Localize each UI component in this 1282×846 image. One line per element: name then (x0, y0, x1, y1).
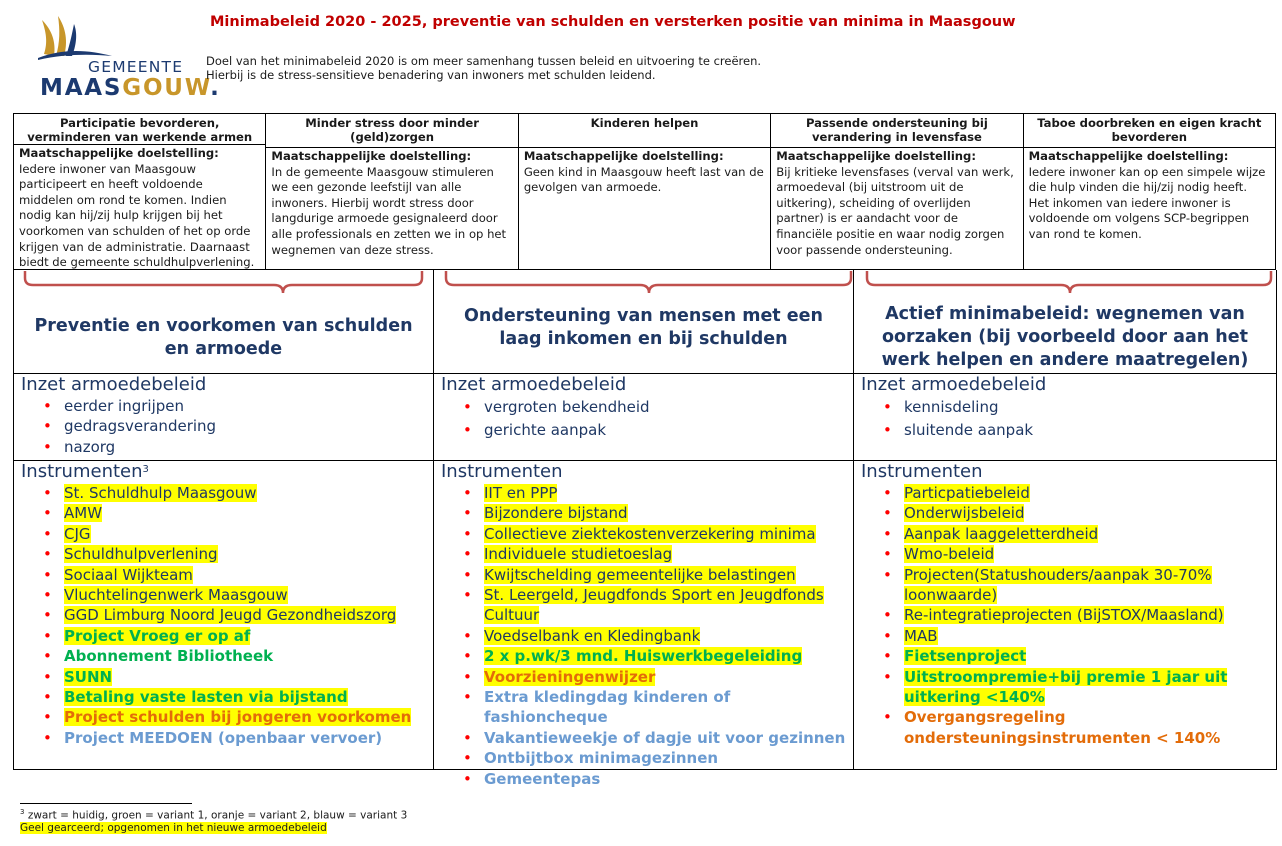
inzet-cell-1 (14, 374, 433, 457)
inzet-list (21, 396, 433, 457)
inzet-heading: Inzet armoedebeleid (21, 374, 207, 395)
instrumenten-list (21, 483, 433, 748)
instrument-item: • Re-integratieprojecten (BijSTOX/Maasland) (880, 605, 1276, 625)
goal-column-participatie (14, 114, 265, 269)
instrument-item: • Particpatiebeleid (880, 483, 1276, 503)
instrument-item: • Vakantieweekje of dagje uit voor gezinnen (460, 728, 853, 748)
logo-text-maasgouw: MAASGOUW. (40, 75, 221, 101)
instrumenten-list (441, 483, 853, 789)
goal-heading: Participatie bevorderen, verminderen van werkende armen (14, 114, 265, 145)
goal-body (519, 148, 770, 197)
goal-label: Maatschappelijke doelstelling: (19, 146, 219, 160)
instrumenten-heading: Instrumenten (441, 461, 563, 482)
instrument-item: • Kwijtschelding gemeentelijke belastingen (460, 565, 853, 585)
list-item: • vergroten bekendheid (460, 396, 853, 419)
intro-line-1: Doel van het minimabeleid 2020 is om meer samenhang tussen beleid en uitvoering te creëren. (206, 54, 762, 68)
goal-heading: Passende ondersteuning bij verandering in levensfase (771, 114, 1022, 148)
list-item: • sluitende aanpak (880, 419, 1276, 442)
instrument-item: • Project MEEDOEN (openbaar vervoer) (40, 728, 433, 748)
goal-text: Bij kritieke levensfases (verval van werk, armoedeval (bij uitstroom uit de uitkering), scheiding of overlijden partner) is er aandacht voor de financiële positie en waar nodig zorgen voor passende ondersteuning. (776, 164, 1014, 257)
inzet-heading: Inzet armoedebeleid (441, 374, 627, 395)
goal-text: In de gemeente Maasgouw stimuleren we een gezonde leefstijl van alle inwoners. Hierbij wordt stress door langdurige armoede gesignaleerd door alle professionals en zetten we in op het wegnemen van deze stress. (271, 164, 507, 257)
instrument-item: • 2 x p.wk/3 mnd. Huiswerkbegeleiding (460, 646, 853, 666)
instrument-item: • Aanpak laaggeletterdheid (880, 524, 1276, 544)
goal-text: Iedere inwoner van Maasgouw participeert en heeft voldoende middelen om rond te komen. Indien nodig kan hij/zij hulp krijgen bij het voorkomen van schulden of het op orde krijgen van de administratie. Daarnaast biedt de gemeente schuldhulpverlening. (19, 161, 255, 270)
instrument-item: • Fietsenproject (880, 646, 1276, 666)
pillar-actief-minimabeleid: Actief minimabeleid: wegnemen van oorzaken (bij voorbeeld door aan het werk helpen en andere maatregelen) (881, 304, 1249, 370)
goal-text: Geen kind in Maasgouw heeft last van de gevolgen van armoede. (523, 164, 764, 195)
inzet-list (861, 396, 1276, 442)
instrument-item: • AMW (40, 503, 433, 523)
instrument-item: • St. Leergeld, Jeugdfonds Sport en Jeugdfonds Cultuur (460, 585, 853, 626)
goal-column-levensfase (770, 114, 1022, 269)
goal-body (771, 148, 1022, 259)
instrument-item: • Voedselbank en Kledingbank (460, 626, 853, 646)
instrument-item: • Sociaal Wijkteam (40, 565, 433, 585)
instrument-item: • Projecten(Statushouders/aanpak 30-70% loonwaarde) (880, 565, 1276, 606)
goal-heading: Minder stress door minder (geld)zorgen (266, 114, 517, 148)
goal-heading: Kinderen helpen (519, 114, 770, 148)
goals-table (13, 113, 1276, 270)
intro-text (206, 54, 761, 82)
instrumenten-cell-2 (434, 461, 853, 789)
instrument-item: • Collectieve ziektekostenverzekering minima (460, 524, 853, 544)
pillar-ondersteuning: Ondersteuning van mensen met een laag inkomen en bij schulden (464, 306, 823, 349)
gemeente-maasgouw-logo (20, 12, 221, 101)
goal-text: Iedere inwoner kan op een simpele wijze die hulp vinden die hij/zij nodig heeft. Het inkomen van iedere inwoner is voldoende om volgens SCP-begrippen van rond te komen. (1028, 164, 1266, 241)
instrumenten-heading: Instrumenten (861, 461, 983, 482)
grouping-braces (0, 270, 1282, 310)
footnote-ref: 3 (142, 464, 149, 475)
instrument-item: • Ontbijtbox minimagezinnen (460, 748, 853, 768)
inzet-cell-3 (854, 374, 1276, 442)
instrument-item: • GGD Limburg Noord Jeugd Gezondheidszorg (40, 605, 433, 625)
instrument-item: • Betaling vaste lasten via bijstand (40, 687, 433, 707)
instrument-item: • Individuele studietoeslag (460, 544, 853, 564)
list-item: • gerichte aanpak (460, 419, 853, 442)
instrument-item: • St. Schuldhulp Maasgouw (40, 483, 433, 503)
instrument-item: • Vluchtelingenwerk Maasgouw (40, 585, 433, 605)
inzet-list (441, 396, 853, 442)
instrument-item: • Voorzieningenwijzer (460, 667, 853, 687)
instrument-item: • IIT en PPP (460, 483, 853, 503)
logo-emblem-icon (34, 12, 114, 62)
list-item: • kennisdeling (880, 396, 1276, 419)
instrument-item: • Abonnement Bibliotheek (40, 646, 433, 666)
goal-heading: Taboe doorbreken en eigen kracht bevorderen (1024, 114, 1275, 148)
logo-text-gemeente: GEMEENTE (88, 58, 184, 76)
goal-label: Maatschappelijke doelstelling: (523, 149, 724, 163)
instrument-item: • CJG (40, 524, 433, 544)
instrument-item: • Project Vroeg er op af (40, 626, 433, 646)
footnote-legend: $^3$ zwart = huidig, groen = variant 1, oranje = variant 2, blauw = variant 3 (20, 808, 408, 822)
instrument-item: • Schuldhulpverlening (40, 544, 433, 564)
footnote-highlight-legend: Geel gearceerd; opgenomen in het nieuwe armoedebeleid (20, 822, 327, 834)
goal-body (14, 145, 265, 272)
instrumenten-cell-3 (854, 461, 1276, 748)
instrument-item: • Extra kledingdag kinderen of fashioncheque (460, 687, 853, 728)
instrumenten-list (861, 483, 1276, 748)
instrument-item: • Gemeentepas (460, 769, 853, 789)
instrument-item: • Uitstroompremie+bij premie 1 jaar uit uitkering <140% (880, 667, 1276, 708)
pillar-preventie: Preventie en voorkomen van schulden en armoede (34, 316, 413, 359)
goal-column-kinderen (518, 114, 770, 269)
inzet-cell-2 (434, 374, 853, 442)
goal-body (1024, 148, 1275, 244)
brace-left (25, 271, 422, 293)
goal-body (266, 148, 517, 259)
goal-label: Maatschappelijke doelstelling: (1028, 149, 1229, 163)
pillars-grid (13, 270, 1277, 788)
instrument-item: • Project schulden bij jongeren voorkomen (40, 707, 433, 727)
goal-column-taboe (1023, 114, 1275, 269)
list-item: • eerder ingrijpen (40, 396, 433, 416)
instrument-item: • SUNN (40, 667, 433, 687)
intro-line-2: Hierbij is de stress-sensitieve benadering van inwoners met schulden leidend. (206, 68, 656, 82)
goal-label: Maatschappelijke doelstelling: (776, 149, 976, 163)
page-title: Minimabeleid 2020 - 2025, preventie van schulden en versterken positie van minima in Maasgouw (210, 14, 1016, 30)
inzet-heading: Inzet armoedebeleid (861, 374, 1047, 395)
instrumenten-cell-1 (14, 461, 433, 748)
list-item: • gedragsverandering (40, 416, 433, 436)
footnote-rule (20, 803, 192, 804)
instrument-item: • Onderwijsbeleid (880, 503, 1276, 523)
brace-middle (446, 271, 851, 293)
goal-column-minder-stress (265, 114, 517, 269)
list-item: • nazorg (40, 437, 433, 457)
instrument-item: • MAB (880, 626, 1276, 646)
goal-label: Maatschappelijke doelstelling: (271, 149, 472, 163)
instrumenten-heading: Instrumenten$^3$ (21, 461, 149, 482)
brace-right (867, 271, 1271, 293)
instrument-item: • Overgangsregeling ondersteuningsinstrumenten < 140% (880, 707, 1276, 748)
instrument-item: • Bijzondere bijstand (460, 503, 853, 523)
instrument-item: • Wmo-beleid (880, 544, 1276, 564)
